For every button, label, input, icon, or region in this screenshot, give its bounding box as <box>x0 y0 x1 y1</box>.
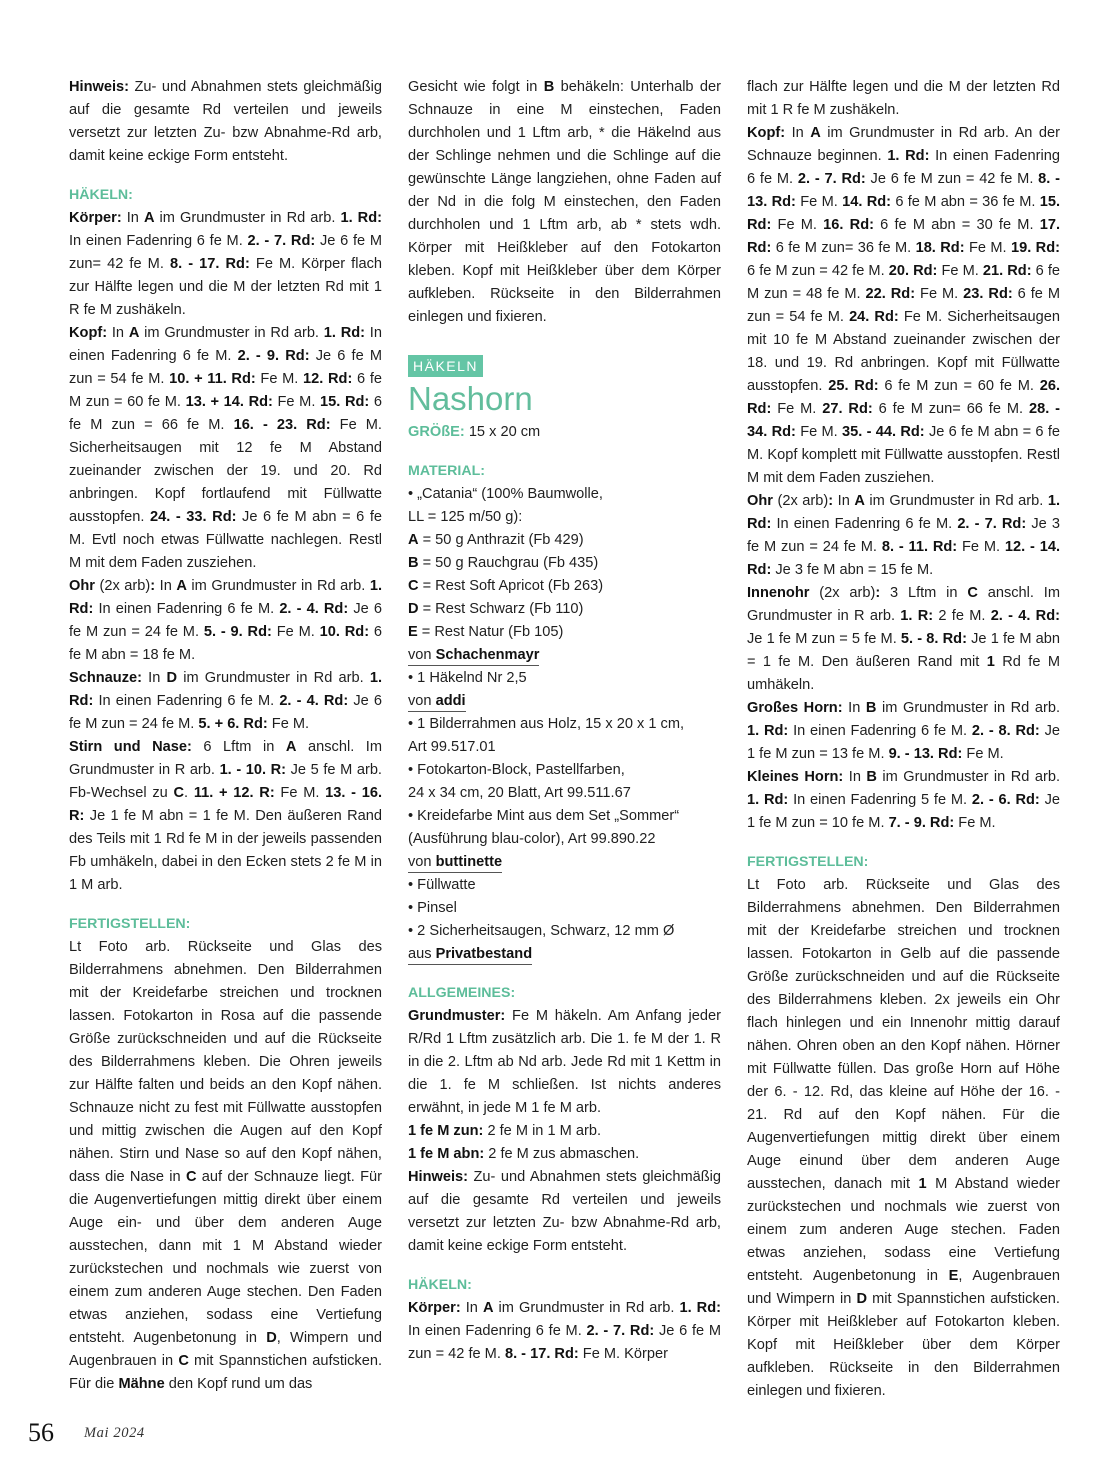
page-number: 56 <box>28 1418 54 1447</box>
section-heading-fertigstellen: FERTIGSTELLEN: <box>747 854 869 870</box>
gesicht-paragraph: Gesicht wie folgt in B behäkeln: Unterhalb der Schnauze in eine M einstechen, Faden durchholen und 1 Lftm arb, * die Häkelnd aus der Schlinge nehmen und die Schlinge auf die gewünschte Länge langziehen, ohne Faden auf der Nd in die folg M einstechen, den Faden durchholen und 1 Lftm arb, ab * stets wdh. Körper mit Heißkleber auf den Fotokarton kleben. Kopf mit Heißkleber über dem Körper aufkleben. Rückseite in den Bilderrahmen einlegen und fixieren. <box>408 79 721 325</box>
abnahme-line: 1 fe M abn: 2 fe M zus abmaschen. <box>408 1146 640 1162</box>
issue-date: Mai 2024 <box>84 1425 145 1441</box>
supplier-line: aus Privatbestand <box>408 943 721 966</box>
section-heading-allgemeines: ALLGEMEINES: <box>408 985 516 1001</box>
fertigstellen-paragraph: Lt Foto arb. Rückseite und Glas des Bilderrahmens abnehmen. Den Bilderrahmen mit der Kreidefarbe streichen und trocknen lassen. Fotokarton in Gelb auf die passende Größe zurückschneiden und auf die Rückseite des Bilderrahmens kleben. 2x jeweils ein Ohr flach hinlegen und ein Innenohr mittig darauf nähen. Ohren oben an den Kopf nähen. Hörner mit Füllwatte füllen. Das große Horn auf Höhe der 6. - 12. Rd, das kleine auf Höhe der 16. - 21. Rd auf den Kopf nähen. Für die Augenvertiefungen mittig direkt über einem Auge einund über dem anderen Auge ausstechen, danach mit 1 M Abstand wieder zurückstechen und nochmals wie zuerst von einem zum anderen Auge stechen. Faden etwas anziehen, sodass eine Vertiefung entsteht. Augenbetonung in E, Augenbrauen und Wimpern in D mit Spannstichen aufsticken. Körper mit Heißkleber auf Fotokarton kleben. Kopf mit Heißkleber über dem Körper aufkleben. Rückseite in den Bilderrahmen einlegen und fixieren. <box>747 877 1060 1399</box>
material-fuellwatte: • Füllwatte <box>408 877 476 893</box>
groesse-line: GRÖßE: 15 x 20 cm <box>408 424 541 440</box>
supplier-line: von addi <box>408 690 721 713</box>
column-left <box>69 76 382 1396</box>
ohr-paragraph: Ohr (2x arb): In A im Grundmuster in Rd arb. 1. Rd: In einen Fadenring 6 fe M. 2. - 4. Rd: Je 6 fe M zun = 24 fe M. 5. - 9. Rd: Fe M. 10. Rd: 6 fe M abn = 18 fe M. <box>69 578 383 663</box>
material-frame: • 1 Bilderrahmen aus Holz, 15 x 20 x 1 cm, <box>408 716 685 732</box>
koerper-continued: flach zur Hälfte legen und die M der letzten Rd mit 1 R fe M zushäkeln. <box>747 79 1060 118</box>
color-item: A = 50 g Anthrazit (Fb 429) <box>408 532 584 548</box>
innenohr-paragraph: Innenohr (2x arb): 3 Lftm in C anschl. Im Grundmuster in R arb. 1. R: 2 fe M. 2. - 4. Rd: Je 1 fe M zun = 5 fe M. 5. - 8. Rd: Je 1 fe M abn = 1 fe M. Den äußeren Rand mit 1 Rd fe M umhäkeln. <box>747 585 1060 693</box>
material-hook: • 1 Häkelnd Nr 2,5 <box>408 670 527 686</box>
supplier-line: von buttinette <box>408 851 721 874</box>
color-item: C = Rest Soft Apricot (Fb 263) <box>408 578 604 594</box>
color-item: E = Rest Natur (Fb 105) <box>408 624 564 640</box>
category-tag: HÄKELN <box>408 355 483 377</box>
grosses-horn-paragraph: Großes Horn: In B im Grundmuster in Rd arb. 1. Rd: In einen Fadenring 6 fe M. 2. - 8. Rd: Je 1 fe M zun = 13 fe M. 9. - 13. Rd: Fe M. <box>747 700 1061 762</box>
hinweis-paragraph: Hinweis: Zu- und Abnahmen stets gleichmäßig auf die gesamte Rd verteilen und jeweils versetzt zur letzten Zu- bzw Abnahme-Rd arb, damit keine eckige Form entsteht. <box>69 79 382 164</box>
stirn-nase-paragraph: Stirn und Nase: 6 Lftm in A anschl. Im Grundmuster in R arb. 1. - 10. R: Je 5 fe M arb. Fb-Wechsel zu C. 11. + 12. R: Fe M. 13. - 16. R: Je 1 fe M abn = 1 fe M. Den äußeren Rand des Teils mit 1 Rd fe M in der jeweils passenden Fb umhäkeln, dabei in den Ecken stets 2 fe M in 1 M arb. <box>69 739 383 893</box>
column-middle <box>408 76 721 1366</box>
ohr-paragraph: Ohr (2x arb): In A im Grundmuster in Rd arb. 1. Rd: In einen Fadenring 6 fe M. 2. - 7. Rd: Je 3 fe M zun = 24 fe M. 8. - 11. Rd: Fe M. 12. - 14. Rd: Je 3 fe M abn = 15 fe M. <box>747 493 1061 578</box>
supplier-line: von Schachenmayr <box>408 644 721 667</box>
section-heading-material: MATERIAL: <box>408 463 485 479</box>
section-heading-haekeln: HÄKELN: <box>69 187 133 203</box>
kopf-paragraph: Kopf: In A im Grundmuster in Rd arb. 1. Rd: In einen Fadenring 6 fe M. 2. - 9. Rd: Je 6 fe M zun = 54 fe M. 10. + 11. Rd: Fe M. 12. Rd: 6 fe M zun = 60 fe M. 13. + 14. Rd: Fe M. 15. Rd: 6 fe M zun = 66 fe M. 16. - 23. Rd: Fe M. Sicherheitsaugen mit 12 fe M Abstand zueinander zwischen der 19. und 20. Rd anbringen. Kopf fortlaufend mit Füllwatte ausstopfen. 24. - 33. Rd: Je 6 fe M abn = 6 fe M. Evtl noch etwas Füllwatte nachlegen. Restl M mit dem Faden zusziehen. <box>69 325 383 571</box>
material-karton: • Fotokarton-Block, Pastellfarben, <box>408 762 625 778</box>
material-kreide: • Kreidefarbe Mint aus dem Set „Sommer“ <box>408 808 680 824</box>
schnauze-paragraph: Schnauze: In D im Grundmuster in Rd arb. 1. Rd: In einen Fadenring 6 fe M. 2. - 4. Rd: Je 6 fe M zun = 24 fe M. 5. + 6. Rd: Fe M. <box>69 670 383 732</box>
kopf-paragraph: Kopf: In A im Grundmuster in Rd arb. An der Schnauze beginnen. 1. Rd: In einen Fadenring 6 fe M. 2. - 7. Rd: Je 6 fe M zun = 42 fe M. 8. - 13. Rd: Fe M. 14. Rd: 6 fe M abn = 36 fe M. 15. Rd: Fe M. 16. Rd: 6 fe M abn = 30 fe M. 17. Rd: 6 fe M zun= 36 fe M. 18. Rd: Fe M. 19. Rd: 6 fe M zun = 42 fe M. 20. Rd: Fe M. 21. Rd: 6 fe M zun = 48 fe M. 22. Rd: Fe M. 23. Rd: 6 fe M zun = 54 fe M. 24. Rd: Fe M. Sicherheitsaugen mit 10 fe M Abstand zueinander zwischen der 18. und 19. Rd anbringen. Kopf mit Füllwatte ausstopfen. 25. Rd: 6 fe M zun = 60 fe M. 26. Rd: Fe M. 27. Rd: 6 fe M zun= 66 fe M. 28. - 34. Rd: Fe M. 35. - 44. Rd: Je 6 fe M abn = 6 fe M. Kopf komplett mit Füllwatte ausstopfen. Restl M mit dem Faden zusziehen. <box>747 125 1061 486</box>
hinweis-label: Hinweis: <box>69 79 130 95</box>
kleines-horn-paragraph: Kleines Horn: In B im Grundmuster in Rd arb. 1. Rd: In einen Fadenring 5 fe M. 2. - 6. Rd: Je 1 fe M zun = 10 fe M. 7. - 9. Rd: Fe M. <box>747 769 1061 831</box>
material-augen: • 2 Sicherheitsaugen, Schwarz, 12 mm Ø <box>408 923 675 939</box>
fertigstellen-paragraph: Lt Foto arb. Rückseite und Glas des Bilderrahmens abnehmen. Den Bilderrahmen mit der Kreidefarbe streichen und trocknen lassen. Fotokarton in Rosa auf die passende Größe zurückschneiden und auf die Rückseite des Bilderrahmens kleben. Die Ohren jeweils zur Hälfte falten und beids an den Kopf nähen. Schnauze nicht zu fest mit Füllwatte ausstopfen und mittig zwischen die Augen auf den Kopf nähen. Stirn und Nase so auf den Kopf nähen, dass die Nase in C auf der Schnauze liegt. Für die Augenvertiefungen mittig direkt über einem Auge ein- und über dem anderen Auge ausstechen, dann mit 1 M Abstand wieder zurückstechen und nochmals wie zuerst von einem zum anderen Auge stechen. Den Faden etwas anziehen, sodass eine Vertiefung entsteht. Augenbetonung in D, Wimpern und Augenbrauen in C mit Spannstichen aufsticken. Für die Mähne den Kopf rund um das <box>69 939 383 1392</box>
article-title: Nashorn <box>408 380 533 417</box>
column-right <box>747 76 1060 1403</box>
koerper-paragraph: Körper: In A im Grundmuster in Rd arb. 1. Rd: In einen Fadenring 6 fe M. 2. - 7. Rd: Je 6 fe M zun = 42 fe M. 8. - 17. Rd: Fe M. Körper <box>408 1300 722 1362</box>
zunahme-line: 1 fe M zun: 2 fe M in 1 M arb. <box>408 1123 602 1139</box>
material-list: • „Catania“ (100% Baumwolle, LL = 125 m/50 g): A = 50 g Anthrazit (Fb 429) B = 50 g Rauchgrau (Fb 435) C = Rest Soft Apricot (Fb 263) D = Rest Schwarz (Fb 110) E = Rest Natur (Fb 105) von Schachenmayr • 1 Häkelnd Nr 2,5 von addi • 1 Bilderrahmen aus Holz, 15 x 20 x 1 cm, Art 99.517.01 • Fotokarton-Block, Pastellfarben, 24 x 34 cm, 20 Blatt, Art 99.511.67 • Kreidefarbe Mint aus dem Set „Sommer“ (Ausführung blau-color), Art 99.890.22 von buttinette • Füllwatte • Pinsel • 2 Sicherheitsaugen, Schwarz, 12 mm Ø aus Privatbestand <box>408 483 721 966</box>
grundmuster-paragraph: Grundmuster: Fe M häkeln. Am Anfang jeder R/Rd 1 Lftm zusätzlich arb. Die 1. fe M der 1. R in die 2. Lftm ab Nd arb. Jede Rd mit 1 Kettm in die 1. fe M schließen. Ist nichts anderes erwähnt, in jede M 1 fe M arb. <box>408 1008 721 1116</box>
hinweis-paragraph: Hinweis: Zu- und Abnahmen stets gleichmäßig auf die gesamte Rd verteilen und jeweils versetzt zur letzten Zu- bzw Abnahme-Rd arb, damit keine eckige Form entsteht. <box>408 1169 721 1254</box>
koerper-paragraph: Körper: In A im Grundmuster in Rd arb. 1. Rd: In einen Fadenring 6 fe M. 2. - 7. Rd: Je 6 fe M zun= 42 fe M. 8. - 17. Rd: Fe M. Körper flach zur Hälfte legen und die M der letzten Rd mit 1 R fe M zushäkeln. <box>69 210 383 318</box>
material-pinsel: • Pinsel <box>408 900 457 916</box>
section-heading-fertigstellen: FERTIGSTELLEN: <box>69 916 191 932</box>
material-yarn: • „Catania“ (100% Baumwolle, <box>408 486 603 502</box>
color-item: B = 50 g Rauchgrau (Fb 435) <box>408 555 599 571</box>
section-heading-haekeln: HÄKELN: <box>408 1277 472 1293</box>
color-item: D = Rest Schwarz (Fb 110) <box>408 601 584 617</box>
